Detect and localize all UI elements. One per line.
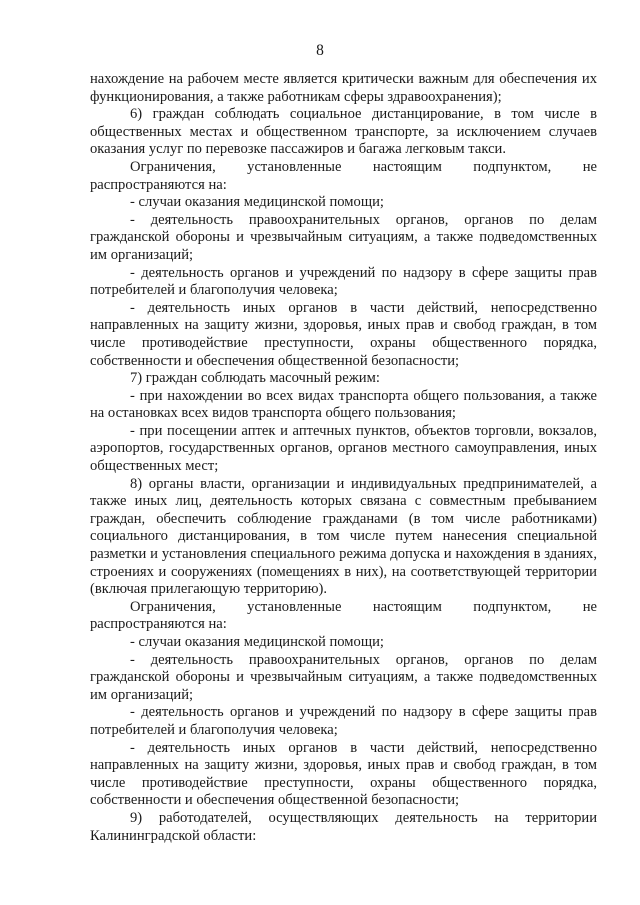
paragraph-continuation: нахождение на рабочем месте является критически важным для обеспечения их функционирования, а также работникам сферы здравоохранения); <box>90 71 597 105</box>
paragraph-exception-law-enforcement: - деятельность правоохранительных органов, органов по делам гражданской обороны и чрезвычайным ситуациям, а также подведомственных им организаций; <box>90 211 597 263</box>
paragraph-restrictions-intro: Ограничения, установленные настоящим подпунктом, не распространяются на: <box>90 158 597 193</box>
paragraph-restrictions-intro-2: Ограничения, установленные настоящим подпунктом, не распространяются на: <box>90 598 597 633</box>
paragraph-exception-other-bodies-2: - деятельность иных органов в части действий, непосредственно направленных на защиту жизни, здоровья, иных прав и свобод граждан, в том числе противодействие преступности, охраны общественного порядка, собственности и обеспечения общественной безопасности; <box>90 739 597 809</box>
paragraph-item-9: 9) работодателей, осуществляющих деятельность на территории Калининградской области: <box>90 809 597 844</box>
paragraph-exception-other-bodies: - деятельность иных органов в части действий, непосредственно направленных на защиту жизни, здоровья, иных прав и свобод граждан, в том числе противодействие преступности, охраны общественного порядка, собственности и обеспечения общественной безопасности; <box>90 299 597 369</box>
paragraph-item-6: 6) граждан соблюдать социальное дистанцирование, в том числе в общественных местах и общественном транспорте, за исключением случаев оказания услуг по перевозке пассажиров и багажа легковым такси. <box>90 106 597 158</box>
paragraph-item-7: 7) граждан соблюдать масочный режим: <box>130 370 380 387</box>
paragraph-mask-public-places: - при посещении аптек и аптечных пунктов, объектов торговли, вокзалов, аэропортов, государственных органов, органов местного самоуправления, иных общественных мест; <box>90 422 597 475</box>
paragraph-exception-medical: - случаи оказания медицинской помощи; <box>130 194 384 211</box>
paragraph-item-8: 8) органы власти, организации и индивидуальных предпринимателей, а также иных лиц, деятельность которых связана с совместным пребыванием граждан, обеспечить соблюдение гражданами (в том числе работниками) социального дистанцирования, в том числе путем нанесения специальной разметки и установления специального режима допуска и нахождения в зданиях, строениях и сооружениях (помещениях в них), на соответствующей территории (включая прилегающую территорию). <box>90 475 597 598</box>
paragraph-mask-transport: - при нахождении во всех видах транспорта общего пользования, а также на остановках всех видов транспорта общего пользования; <box>90 387 597 422</box>
page-number: 8 <box>316 42 324 59</box>
document-body <box>90 71 597 845</box>
paragraph-exception-medical-2: - случаи оказания медицинской помощи; <box>130 634 384 650</box>
paragraph-exception-consumer-protection-2: - деятельность органов и учреждений по надзору в сфере защиты прав потребителей и благополучия человека; <box>90 704 597 738</box>
paragraph-exception-law-enforcement-2: - деятельность правоохранительных органов, органов по делам гражданской обороны и чрезвычайным ситуациям, а также подведомственных им организаций; <box>90 651 597 703</box>
paragraph-exception-consumer-protection: - деятельность органов и учреждений по надзору в сфере защиты прав потребителей и благополучия человека; <box>90 264 597 299</box>
